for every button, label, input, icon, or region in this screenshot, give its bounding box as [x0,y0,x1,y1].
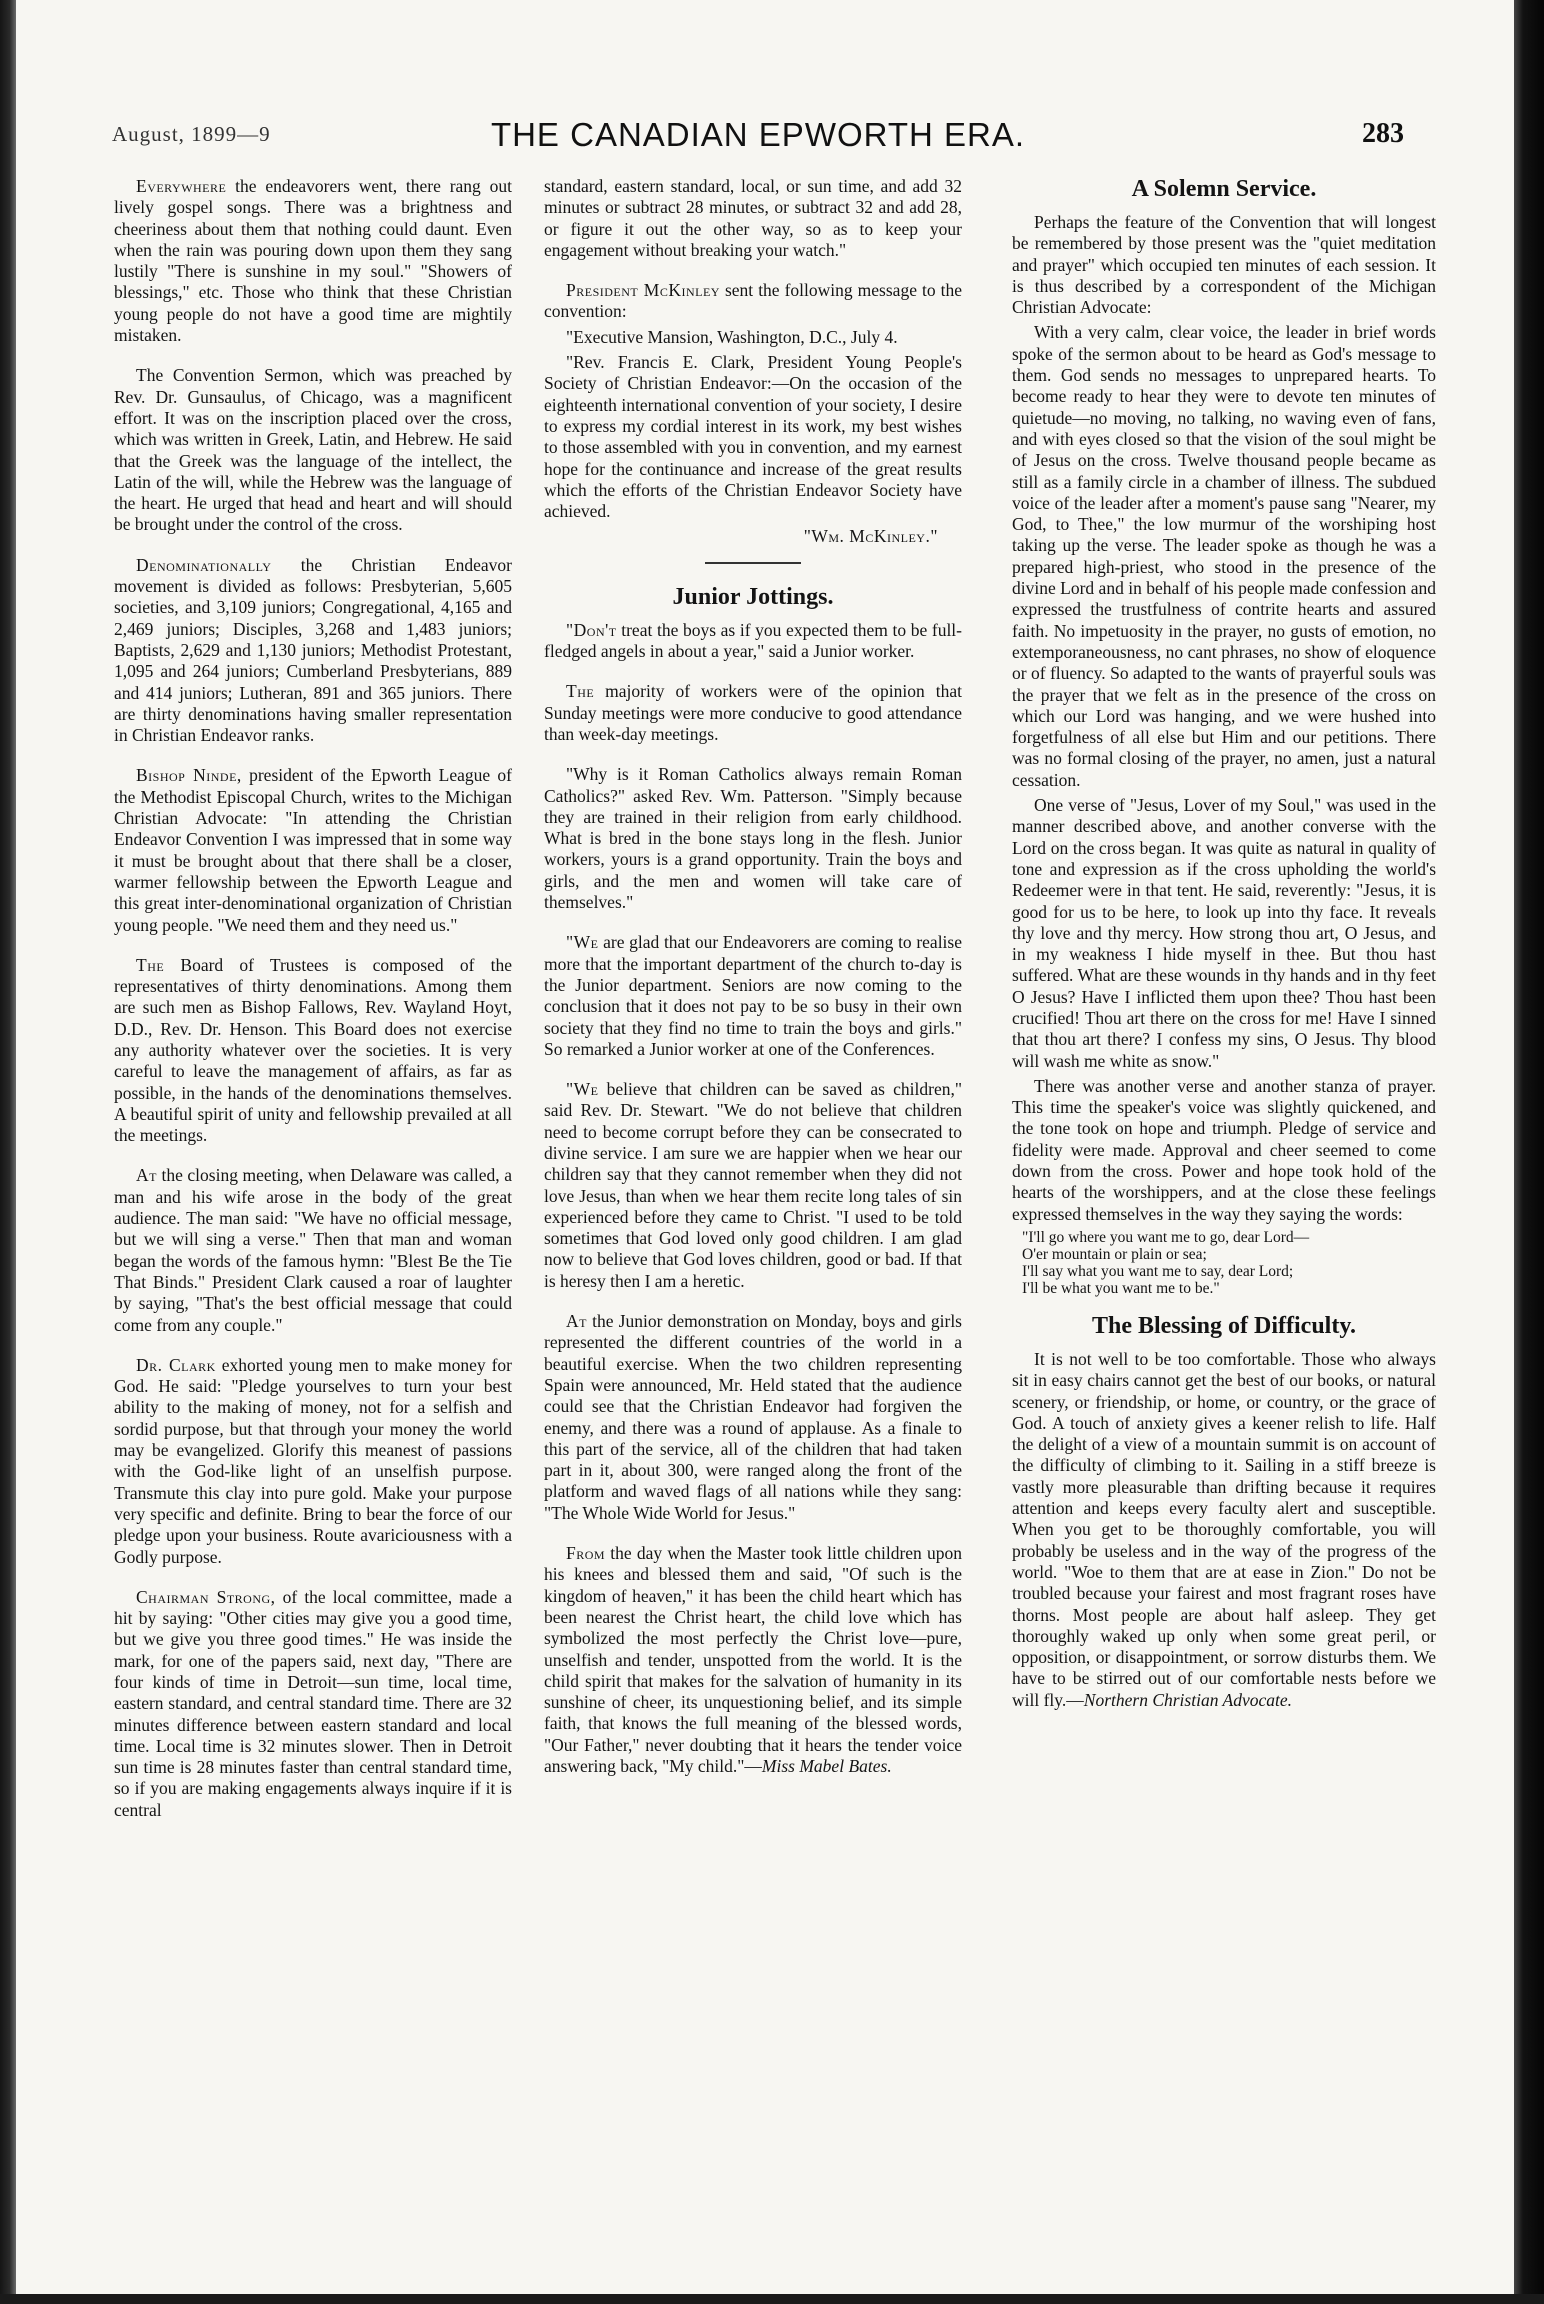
hymn-verse [1012,1229,1436,1297]
issue-date: August, 1899—9 [112,122,271,146]
paragraph: It is not well to be too comfortable. Those who always sit in easy chairs cannot get the best of our books, or natural scenery, or friendship, or home, or country, or the grace of God. A touch of anxiety gives a keener relish to life. Half the delight of a view of a mountain summit is on account of the difficulty of climbing to it. Sailing in a stiff breeze is vastly more pleasurable than drifting because it requires attention and keeps every faculty alert and susceptible. When you get to be thoroughly comfortable, you will probably be useless and in the way of the progress of the world. "Woe to them that are at ease in Zion." Do not be troubled because your fairest and most fragrant roses have thorns. Most people are about half asleep. They get thoroughly waked up only when some great peril, or opposition, or disappointment, or sorrow disturbs them. We have to be stirred out of our comfortable nests before we will fly.—Northern Christian Advocate. [1012,1348,1436,1710]
paragraph: "Why is it Roman Catholics always remain Roman Catholics?" asked Rev. Wm. Patterson. "Simply because they are trained in their religion from early childhood. What is bred in the bone stays long in the flesh. Junior workers, yours is a grand opportunity. Train the boys and girls, and the men and women will take care of themselves." [544,764,962,913]
paragraph: With a very calm, clear voice, the leader in brief words spoke of the sermon about to be heard as God's message to them. God sends no messages to unprepared hearts. To become ready to hear they were to devote ten minutes of quietude—no moving, no talking, no waving even of fans, and with eyes closed so that the vision of the soul might be of Jesus on the cross. Twelve thousand people became as still as a family circle in a chamber of illness. The subdued voice of the leader after a moment's pause sang "Nearer, my God, to Thee," the low murmur of the worshiping host taking up the verse. The leader spoke as though he was a prepared high-priest, who stood in the presence of the divine Lord and in behalf of his people made confession and expressed the trustfulness of contrite hearts and assured faith. No impetuosity in the prayer, no gusts of emotion, no extemporaneousness, no cant phrases, no show of eloquence or of fluency. So adapted to the wants of prayerful souls was the prayer that we felt as in the presence of the cross on which our Lord was hanging, and we were hushed into forgetfulness of all else but Him and our petitions. There was no formal closing of the prayer, no amen, just a natural cessation. [1012,322,1436,790]
paragraph: "We believe that children can be saved as children," said Rev. Dr. Stewart. "We do not believe that children need to become corrupt before they can be consecrated to divine service. I am sure we are happier when we hear our children say that they cannot remember when they did not love Jesus, than when we hear them recite long tales of sin experienced before they came to Christ. "I used to be told sometimes that God loved only good children. I am glad now to believe that God loves children, good or bad. If that is heresy then I am a heretic. [544,1079,962,1291]
paragraph-continued: standard, eastern standard, local, or sun time, and add 32 minutes or subtract 28 minutes, or subtract 32 and add 28, or figure it out the other way, so as to keep your engagement without breaking your watch." [544,176,962,260]
column-3 [1012,176,1436,1730]
page-edge-right [1514,0,1544,2304]
paragraph: "We are glad that our Endeavorers are coming to realise more that the important department of the church to-day is the Junior department. Seniors are now coming to the conclusion that it does not pay to be so busy in their own society that they find no time to train the boys and girls." So remarked a Junior worker at one of the Conferences. [544,932,962,1059]
paragraph: Denominationally the Christian Endeavor movement is divided as follows: Presbyterian, 5,605 societies, and 3,109 juniors; Congregational, 4,165 and 2,469 juniors; Disciples, 3,268 and 1,483 juniors; Baptists, 2,629 and 1,130 juniors; Methodist Protestant, 1,095 and 264 juniors; Cumberland Presbyterians, 889 and 414 juniors; Lutheran, 891 and 365 juniors. There are thirty denominations having smaller representation in Christian Endeavor ranks. [114,554,512,746]
attribution: Northern Christian Advocate. [1083,1689,1292,1710]
verse-line: "I'll go where you want me to go, dear Lord— [1022,1228,1310,1246]
paragraph: President McKinley sent the following message to the convention: [544,280,962,322]
page-number: 283 [1362,118,1404,149]
verse-line: O'er mountain or plain or sea; [1022,1245,1207,1263]
paragraph: "Don't treat the boys as if you expected them to be full-fledged angels in about a year," said a Junior worker. [544,619,962,662]
paragraph: Bishop Ninde, president of the Epworth League of the Methodist Episcopal Church, writes to the Michigan Christian Advocate: "In attending the Christian Endeavor Convention I was impressed that in some way it must be brought about that there shall be a closer, warmer fellowship between the Epworth League and this great inter-denominational organization of Christian young people. "We need them and they need us." [114,765,512,935]
paragraph: Everywhere the endeavorers went, there rang out lively gospel songs. There was a brightness and cheeriness about them that nothing could daunt. Even when the rain was pouring down upon them they sang lustily "There is sunshine in my soul." "Showers of blessings," etc. Those who think that these Christian young people do not have a good time are mightily mistaken. [114,176,512,346]
section-divider [705,562,801,564]
page-edge-left [0,0,16,2304]
column-1 [114,176,512,1840]
paragraph: The Board of Trustees is composed of the representatives of thirty denominations. Among them are such men as Bishop Fallows, Rev. Wayland Hoyt, D.D., Rev. Dr. Henson. This Board does not exercise any authority whatever over the societies. It is very careful to leave the management of affairs, as far as possible, in the hands of the denominations themselves. A beautiful spirit of unity and fellowship prevailed at all the meetings. [114,954,512,1146]
verse-line: I'll say what you want me to say, dear Lord; [1022,1262,1294,1280]
paragraph: At the Junior demonstration on Monday, boys and girls represented the different countries of the world in a beautiful exercise. When the two children representing Spain were announced, Mr. Held stated that the audience could see that the Christian Endeavor had forgiven the enemy, and there was a round of applause. As a finale to this part of the service, all of the children that had taken part in it, about 300, were ranged along the front of the platform and waved flags of all nations while they sang: "The Whole Wide World for Jesus." [544,1311,962,1523]
paragraph: The Convention Sermon, which was preached by Rev. Dr. Gunsaulus, of Chicago, was a magnificent effort. It was on the inscription placed over the cross, which was written in Greek, Latin, and Hebrew. He said that the Greek was the language of the intellect, the Latin of the will, while the Hebrew was the language of the heart. He urged that head and heart and will should be brought under the control of the cross. [114,365,512,535]
page-edge-bottom [0,2294,1544,2304]
attribution: Miss Mabel Bates. [761,1756,892,1776]
paragraph: At the closing meeting, when Delaware was called, a man and his wife arose in the body of the great audience. The man said: "We have no official message, but we will sing a verse." Then that man and woman began the words of the famous hymn: "Blest Be the Tie That Binds." President Clark caused a roar of laughter by saying, "That's the best official message that could come from any couple." [114,1165,512,1335]
paragraph: The majority of workers were of the opinion that Sunday meetings were more conducive to good attendance than week-day meetings. [544,681,962,744]
letter-dateline: "Executive Mansion, Washington, D.C., July 4. [566,326,898,347]
paragraph: Dr. Clark exhorted young men to make money for God. He said: "Pledge yourselves to turn your best ability to the making of money, not for a selfish and sordid purpose, but that through your money the world may be evangelized. Glorify this meanest of passions with the God-like light of an unselfish purpose. Transmute this clay into pure gold. Make your purpose very specific and definite. Bring to bear the force of our pledge upon your business. Route avariciousness with a Godly purpose. [114,1354,512,1567]
column-2 [544,176,962,1796]
letter-signature: "Wm. McKinley." [803,526,938,547]
paragraph: Chairman Strong, of the local committee, made a hit by saying: "Other cities may give you a good time, but we give you three good times." He was inside the mark, for one of the papers said, next day, "There are four kinds of time in Detroit—sun time, local time, eastern standard, and central standard time. There are 32 minutes difference between eastern standard and local time. Local time is 32 minutes slower. Then in Detroit sun time is 28 minutes faster than central standard time, so if you are making engagements always inquire if it is central [114,1586,512,1820]
masthead [112,116,1404,156]
section-title-blessing-of-difficulty: The Blessing of Difficulty. [1091,1312,1356,1339]
paragraph: From the day when the Master took little children upon his knees and blessed them and said, "Of such is the kingdom of heaven," it has been the child heart which has been nearest the Christ heart, the child love which has symbolized the most perfectly the Christ love—pure, unselfish and tender, unspotted from the world. It is the child spirit that makes for the salvation of humanity in its sunshine of cheer, its unquestioning belief, and its simple faith, that knows the full meaning of the blessed words, "Our Father," never doubting that it hears the tender voice answering back, "My child."—Miss Mabel Bates. [544,1543,962,1776]
letter-body: "Rev. Francis E. Clark, President Young People's Society of Christian Endeavor:—On the occasion of the eighteenth international convention of your society, I desire to express my cordial interest in its work, my best wishes to those assembled with you in convention, and my earnest hope for the continuance and increase of the great results which the efforts of the Christian Endeavor Society have achieved. [544,352,962,522]
paragraph: There was another verse and another stanza of prayer. This time the speaker's voice was slightly quickened, and the tone took on hope and triumph. Pledge of service and fidelity were made. Approval and cheer seemed to come down from the cross. Power and hope took hold of the hearts of the worshippers, and at the close these feelings expressed themselves in the way they saying the words: [1012,1075,1436,1224]
section-title-junior-jottings: Junior Jottings. [672,583,834,610]
paragraph: Perhaps the feature of the Convention that will longest be remembered by those present was the "quiet meditation and prayer" which occupied ten minutes of each session. It is thus described by a correspondent of the Michigan Christian Advocate: [1012,212,1436,318]
verse-line: I'll be what you want me to be." [1022,1279,1220,1297]
paragraph: One verse of "Jesus, Lover of my Soul," was used in the manner described above, and another converse with the Lord on the cross began. It was quite as natural in quality of tone and expression as if the cross upholding the world's Redeemer were in that tent. He said, reverently: "Jesus, it is good for us to be here, to look up into thy face. It reveals thy love and thy mercy. How strong thou art, O Jesus, and in my weakness I hide myself in thee. But thou hast suffered. What are these wounds in thy hands and in thy feet O Jesus? Have I inflicted them upon thee? Thou hast been crucified! Thou art there on the cross for me! Have I sinned that thou art there? I confess my sins, O Jesus. Thy blood will wash me white as snow." [1012,795,1436,1071]
publication-title: THE CANADIAN EPWORTH ERA. [490,116,1026,153]
section-title-solemn-service: A Solemn Service. [1131,176,1317,202]
